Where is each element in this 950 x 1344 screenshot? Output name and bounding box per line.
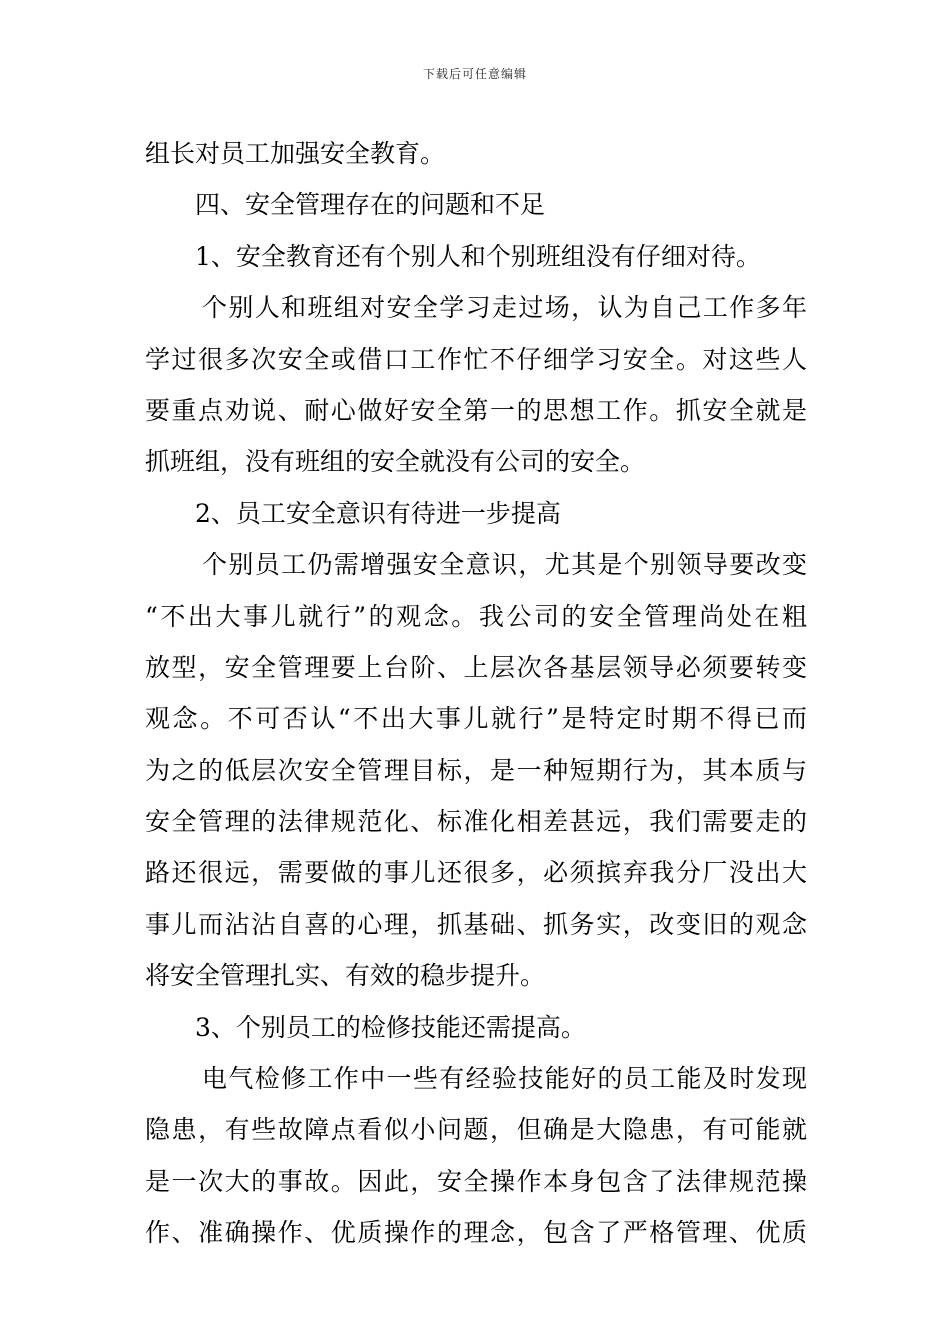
- text-line: 隐患，有些故障点看似小问题，但确是大隐患，有可能就: [145, 1115, 807, 1145]
- subsection-heading: 2、员工安全意识有待进一步提高: [195, 498, 561, 528]
- text-line: 是一次大的事故。因此，安全操作本身包含了法律规范操: [145, 1166, 807, 1196]
- section-heading: 四、安全管理存在的问题和不足: [195, 190, 546, 220]
- text-line: 作、准确操作、优质操作的理念，包含了严格管理、优质: [145, 1218, 807, 1248]
- text-line: 组长对员工加强安全教育。: [145, 139, 446, 168]
- text-line: 为之的低层次安全管理目标，是一种短期行为，其本质与: [145, 755, 807, 785]
- text-line: 放型，安全管理要上台阶、上层次各基层领导必须要转变: [145, 652, 807, 682]
- text-line: 观念。不可否认“不出大事儿就行”是特定时期不得已而: [145, 704, 807, 734]
- text-line: 抓班组，没有班组的安全就没有公司的安全。: [145, 447, 646, 477]
- text-line: “不出大事儿就行”的观念。我公司的安全管理尚处在粗: [145, 601, 807, 631]
- text-line: 路还很远，需要做的事儿还很多，必须摈弃我分厂没出大: [145, 858, 807, 888]
- text-line: 安全管理的法律规范化、标准化相差甚远，我们需要走的: [145, 807, 807, 837]
- document-body: [145, 128, 807, 1259]
- text-line: 个别员工仍需增强安全意识，尤其是个别领导要改变: [202, 550, 807, 580]
- page-header: 下载后可任意编辑: [422, 67, 527, 81]
- subsection-heading: 3、个别员工的检修技能还需提高。: [195, 1012, 586, 1042]
- text-line: 学过很多次安全或借口工作忙不仔细学习安全。对这些人: [145, 344, 807, 374]
- text-line: 将安全管理扎实、有效的稳步提升。: [145, 961, 546, 991]
- text-line: 要重点劝说、耐心做好安全第一的思想工作。抓安全就是: [145, 395, 807, 425]
- subsection-heading: 1、安全教育还有个别人和个别班组没有仔细对待。: [195, 241, 761, 271]
- text-line: 电气检修工作中一些有经验技能好的员工能及时发现: [202, 1064, 807, 1094]
- text-line: 事儿而沾沾自喜的心理，抓基础、抓务实，改变旧的观念: [145, 909, 807, 939]
- text-line: 个别人和班组对安全学习走过场，认为自己工作多年: [202, 293, 807, 323]
